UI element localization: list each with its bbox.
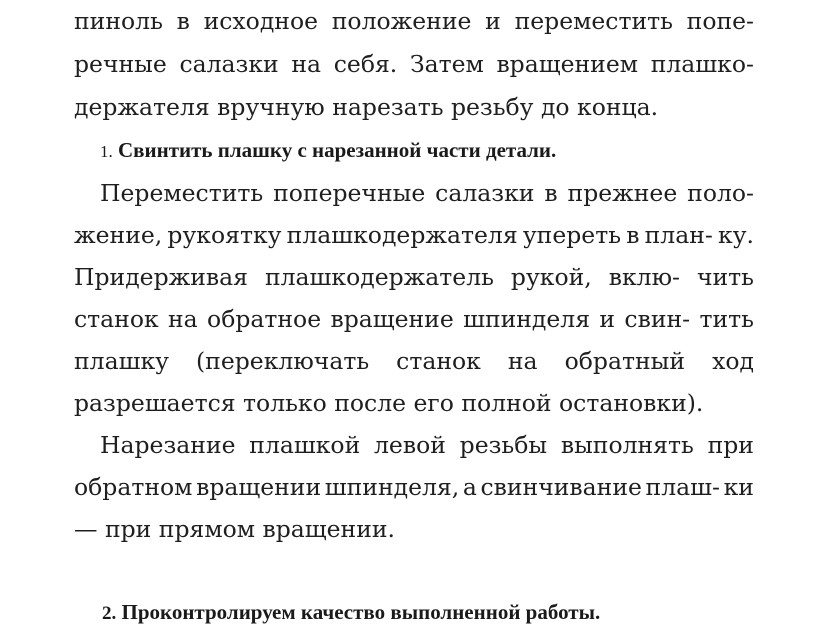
body-text-line: Нарезание плашкой левой резьбы выполнять при <box>100 431 754 459</box>
body-text-line: жение, рукоятку плашкодержателя упереть в план- ку. <box>74 221 754 249</box>
body-text-line: держателя вручную нарезать резьбу до конца. <box>74 93 659 121</box>
body-text-line: Переместить поперечные салазки в прежнее поло- <box>100 179 754 207</box>
step-number: 1. <box>100 142 113 161</box>
step-heading-2 <box>102 598 600 628</box>
body-text-line: разрешается только после его полной остановки). <box>74 389 704 417</box>
body-text-line: — при прямом вращении. <box>74 515 396 543</box>
body-text-line: пиноль в исходное положение и переместить попе- <box>74 7 754 35</box>
body-text-line: речные салазки на себя. Затем вращением плашко- <box>74 50 754 78</box>
body-text-line: плашку (переключать станок на обратный ход <box>74 347 754 375</box>
body-text-line: обратном вращении шпинделя, а свинчивание плаш- ки <box>74 473 754 501</box>
body-text-line: Придерживая плашкодержатель рукой, вклю- чить <box>74 263 754 291</box>
step-title: Проконтролируем качество выполненной работы. <box>121 600 601 624</box>
step-title: Свинтить плашку с нарезанной части детали. <box>118 138 557 162</box>
step-number: 2. <box>102 603 117 624</box>
body-text-line: станок на обратное вращение шпинделя и свин- тить <box>74 305 754 333</box>
step-heading-1 <box>100 136 556 166</box>
